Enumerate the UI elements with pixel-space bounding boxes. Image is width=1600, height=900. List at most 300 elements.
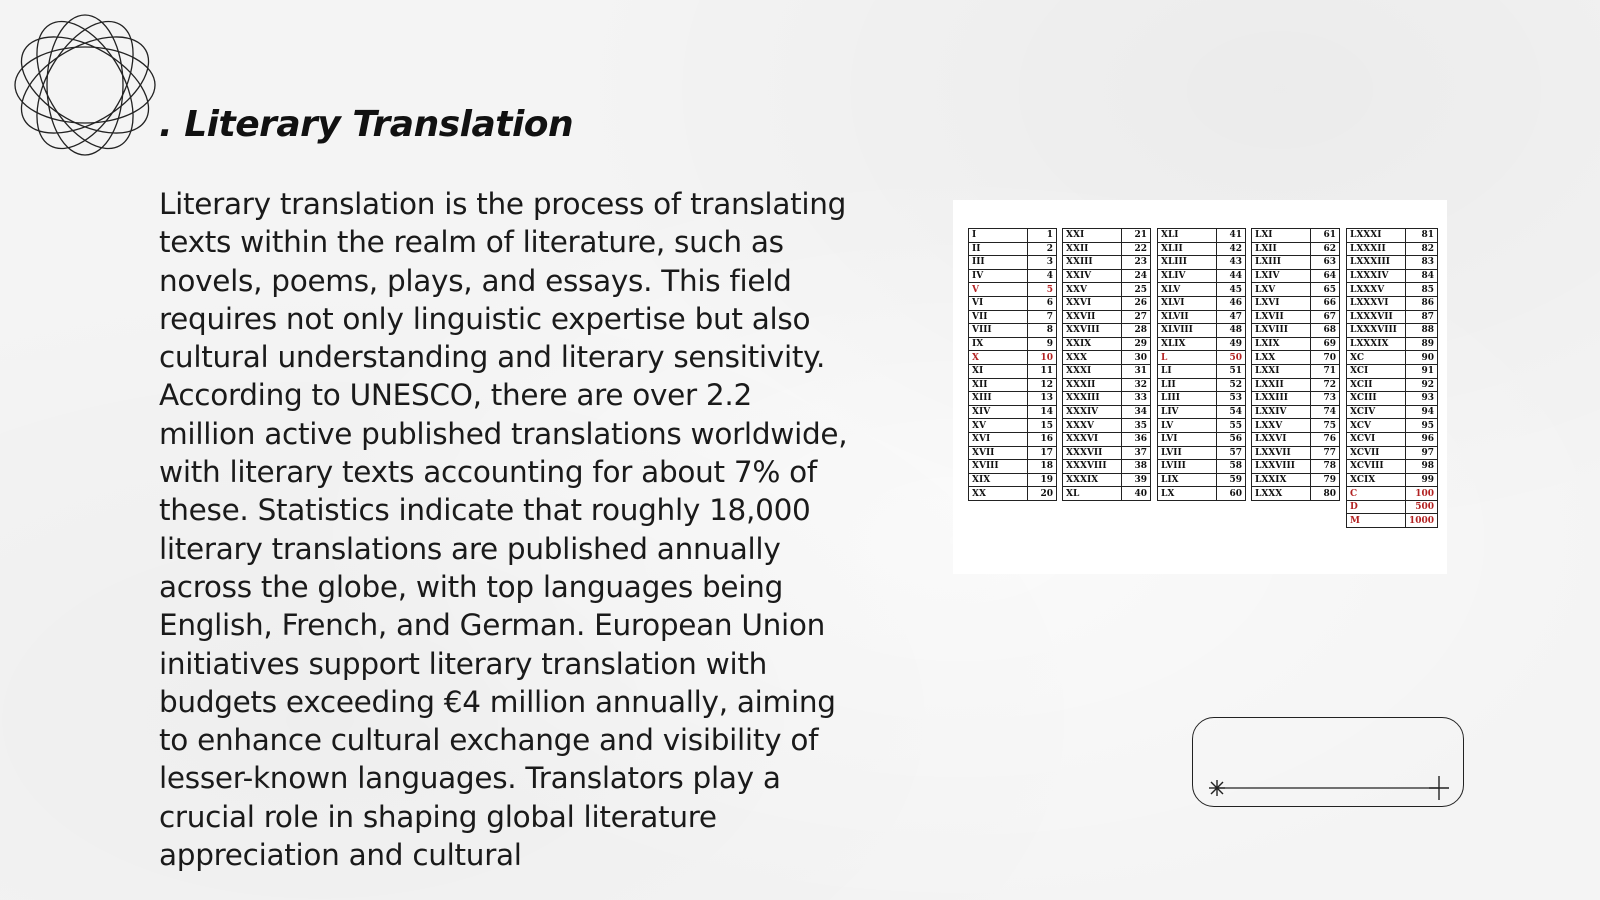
arabic-number-cell: 67 <box>1311 310 1340 324</box>
arabic-number-cell: 100 <box>1406 487 1438 501</box>
table-row <box>1158 392 1246 406</box>
roman-numeral-cell: LXIV <box>1252 269 1311 283</box>
arabic-number-cell: 18 <box>1028 460 1057 474</box>
arabic-number-cell: 58 <box>1217 460 1246 474</box>
table-row <box>1347 337 1438 351</box>
table-row <box>969 364 1057 378</box>
arabic-number-cell: 30 <box>1122 351 1151 365</box>
table-row <box>1158 283 1246 297</box>
arabic-number-cell: 85 <box>1406 283 1438 297</box>
table-row <box>1063 351 1151 365</box>
arabic-number-cell: 23 <box>1122 256 1151 270</box>
roman-numeral-cell: XIX <box>969 473 1028 487</box>
table-row <box>1158 256 1246 270</box>
table-row <box>1347 487 1438 501</box>
orbital-rings-icon <box>10 10 160 160</box>
roman-numeral-cell: VI <box>969 296 1028 310</box>
arabic-number-cell: 7 <box>1028 310 1057 324</box>
roman-numeral-cell: XVI <box>969 432 1028 446</box>
table-row <box>1347 500 1438 514</box>
table-row <box>969 324 1057 338</box>
arabic-number-cell: 71 <box>1311 364 1340 378</box>
table-row <box>1158 324 1246 338</box>
roman-numeral-cell: C <box>1347 487 1406 501</box>
table-row <box>1252 392 1340 406</box>
table-row <box>1158 242 1246 256</box>
table-row <box>969 256 1057 270</box>
table-row <box>1252 256 1340 270</box>
roman-numeral-cell: LXXXII <box>1347 242 1406 256</box>
roman-numeral-cell: XCVII <box>1347 446 1406 460</box>
roman-numeral-cell: LXIX <box>1252 337 1311 351</box>
roman-numeral-cell: XIV <box>969 405 1028 419</box>
table-row <box>969 310 1057 324</box>
arabic-number-cell: 40 <box>1122 487 1151 501</box>
arabic-number-cell: 78 <box>1311 460 1340 474</box>
table-row <box>1347 460 1438 474</box>
roman-numeral-cell: XXXV <box>1063 419 1122 433</box>
roman-numeral-cell: IV <box>969 269 1028 283</box>
roman-numeral-cell: III <box>969 256 1028 270</box>
roman-numeral-cell: LXXX <box>1252 487 1311 501</box>
roman-numeral-cell: XLI <box>1158 229 1217 243</box>
decorative-pill-frame <box>1192 717 1464 807</box>
table-row <box>1252 460 1340 474</box>
roman-numeral-cell: XCI <box>1347 364 1406 378</box>
roman-numeral-cell: XXXVII <box>1063 446 1122 460</box>
arabic-number-cell: 33 <box>1122 392 1151 406</box>
roman-numeral-cell: XLVIII <box>1158 324 1217 338</box>
arabic-number-cell: 80 <box>1311 487 1340 501</box>
roman-numeral-cell: XCVIII <box>1347 460 1406 474</box>
arabic-number-cell: 38 <box>1122 460 1151 474</box>
arabic-number-cell: 90 <box>1406 351 1438 365</box>
roman-numeral-cell: LXXXV <box>1347 283 1406 297</box>
table-row <box>1252 446 1340 460</box>
arabic-number-cell: 2 <box>1028 242 1057 256</box>
table-row <box>1158 487 1246 501</box>
table-row <box>1063 473 1151 487</box>
table-row <box>969 487 1057 501</box>
roman-numeral-cell: VII <box>969 310 1028 324</box>
roman-numeral-cell: XIII <box>969 392 1028 406</box>
arabic-number-cell: 75 <box>1311 419 1340 433</box>
roman-numeral-cell: XLIV <box>1158 269 1217 283</box>
table-row <box>1347 351 1438 365</box>
roman-numeral-cell: XXI <box>1063 229 1122 243</box>
body-paragraph: Literary translation is the process of translating texts within the realm of literature, such as novels, poems, plays, and essays. This field requires not only linguistic expertise but also cultural understanding and literary sensitivity. According to UNESCO, there are over 2.2 million active published translations worldwide, with literary texts accounting for about 7% of these. Statistics indicate that roughly 18,000 literary translations are published annually across the globe, with top languages being English, French, and German. European Union initiatives support literary translation with budgets exceeding €4 million annually, aiming to enhance cultural exchange and visibility of lesser-known languages. Translators play a crucial role in shaping global literature appreciation and cultural <box>159 187 848 873</box>
table-row <box>1347 405 1438 419</box>
arabic-number-cell: 1 <box>1028 229 1057 243</box>
arabic-number-cell: 66 <box>1311 296 1340 310</box>
arabic-number-cell: 91 <box>1406 364 1438 378</box>
arabic-number-cell: 21 <box>1122 229 1151 243</box>
arabic-number-cell: 47 <box>1217 310 1246 324</box>
table-row <box>1252 351 1340 365</box>
slide-title: . Literary Translation <box>159 104 574 145</box>
table-row <box>1252 432 1340 446</box>
roman-numeral-cell: XCII <box>1347 378 1406 392</box>
roman-numeral-cell: LVIII <box>1158 460 1217 474</box>
table-row <box>969 473 1057 487</box>
roman-numeral-cell: LVII <box>1158 446 1217 460</box>
roman-numeral-cell: XLIX <box>1158 337 1217 351</box>
roman-numeral-cell: XCV <box>1347 419 1406 433</box>
roman-numeral-cell: XLVI <box>1158 296 1217 310</box>
roman-numeral-cell: LIX <box>1158 473 1217 487</box>
arabic-number-cell: 19 <box>1028 473 1057 487</box>
table-row <box>1063 256 1151 270</box>
roman-numeral-cell: XII <box>969 378 1028 392</box>
roman-numeral-cell: LXXVIII <box>1252 460 1311 474</box>
roman-numeral-cell: XXII <box>1063 242 1122 256</box>
table-row <box>1158 378 1246 392</box>
arabic-number-cell: 3 <box>1028 256 1057 270</box>
arabic-number-cell: 86 <box>1406 296 1438 310</box>
table-row <box>1158 296 1246 310</box>
arabic-number-cell: 14 <box>1028 405 1057 419</box>
roman-numeral-cell: LXXXVII <box>1347 310 1406 324</box>
arabic-number-cell: 50 <box>1217 351 1246 365</box>
arabic-number-cell: 94 <box>1406 405 1438 419</box>
arabic-number-cell: 52 <box>1217 378 1246 392</box>
arabic-number-cell: 13 <box>1028 392 1057 406</box>
roman-numeral-cell: XLVII <box>1158 310 1217 324</box>
table-row <box>1252 324 1340 338</box>
roman-numeral-cell: XVII <box>969 446 1028 460</box>
roman-numeral-cell: XXVII <box>1063 310 1122 324</box>
table-row <box>1252 473 1340 487</box>
arabic-number-cell: 43 <box>1217 256 1246 270</box>
table-row <box>1063 392 1151 406</box>
arabic-number-cell: 48 <box>1217 324 1246 338</box>
table-row <box>969 229 1057 243</box>
roman-numeral-cell: XLIII <box>1158 256 1217 270</box>
arabic-number-cell: 95 <box>1406 419 1438 433</box>
roman-numeral-cell: VIII <box>969 324 1028 338</box>
arabic-number-cell: 42 <box>1217 242 1246 256</box>
table-row <box>1063 487 1151 501</box>
arabic-number-cell: 46 <box>1217 296 1246 310</box>
roman-numeral-cell: V <box>969 283 1028 297</box>
roman-numeral-cell: L <box>1158 351 1217 365</box>
table-row <box>1063 269 1151 283</box>
arabic-number-cell: 1000 <box>1406 514 1438 528</box>
arabic-number-cell: 27 <box>1122 310 1151 324</box>
table-row <box>1063 310 1151 324</box>
arabic-number-cell: 35 <box>1122 419 1151 433</box>
table-row <box>1063 446 1151 460</box>
arabic-number-cell: 69 <box>1311 337 1340 351</box>
arabic-number-cell: 22 <box>1122 242 1151 256</box>
roman-numeral-cell: LXVIII <box>1252 324 1311 338</box>
table-row <box>1063 324 1151 338</box>
table-row <box>1252 229 1340 243</box>
arabic-number-cell: 84 <box>1406 269 1438 283</box>
arabic-number-cell: 62 <box>1311 242 1340 256</box>
roman-numeral-cell: XXIII <box>1063 256 1122 270</box>
arabic-number-cell: 55 <box>1217 419 1246 433</box>
arabic-number-cell: 89 <box>1406 337 1438 351</box>
roman-column-4 <box>1251 228 1340 501</box>
roman-numeral-cell: LXXXIV <box>1347 269 1406 283</box>
arabic-number-cell: 77 <box>1311 446 1340 460</box>
arabic-number-cell: 26 <box>1122 296 1151 310</box>
arabic-number-cell: 56 <box>1217 432 1246 446</box>
arabic-number-cell: 34 <box>1122 405 1151 419</box>
roman-numeral-cell: XXIX <box>1063 337 1122 351</box>
roman-numeral-table-image <box>953 200 1447 574</box>
roman-numeral-cell: LXXXI <box>1347 229 1406 243</box>
arabic-number-cell: 92 <box>1406 378 1438 392</box>
arabic-number-cell: 31 <box>1122 364 1151 378</box>
table-row <box>1063 364 1151 378</box>
table-row <box>1158 473 1246 487</box>
roman-numeral-cell: LXII <box>1252 242 1311 256</box>
arabic-number-cell: 9 <box>1028 337 1057 351</box>
roman-numeral-cell: M <box>1347 514 1406 528</box>
table-row <box>1347 419 1438 433</box>
arabic-number-cell: 99 <box>1406 473 1438 487</box>
arabic-number-cell: 93 <box>1406 392 1438 406</box>
roman-column-5 <box>1346 228 1438 528</box>
table-row <box>1252 419 1340 433</box>
roman-numeral-cell: I <box>969 229 1028 243</box>
roman-numeral-cell: XCIX <box>1347 473 1406 487</box>
table-row <box>969 337 1057 351</box>
arabic-number-cell: 37 <box>1122 446 1151 460</box>
roman-numeral-cell: LXIII <box>1252 256 1311 270</box>
roman-numeral-cell: LVI <box>1158 432 1217 446</box>
roman-numeral-cell: XXV <box>1063 283 1122 297</box>
table-row <box>1063 229 1151 243</box>
table-row <box>1347 324 1438 338</box>
roman-numeral-cell: XXIV <box>1063 269 1122 283</box>
arabic-number-cell: 10 <box>1028 351 1057 365</box>
roman-numeral-cell: XXXII <box>1063 378 1122 392</box>
arabic-number-cell: 36 <box>1122 432 1151 446</box>
table-row <box>969 405 1057 419</box>
roman-numeral-cell: X <box>969 351 1028 365</box>
arabic-number-cell: 25 <box>1122 283 1151 297</box>
roman-numeral-cell: XLV <box>1158 283 1217 297</box>
arabic-number-cell: 17 <box>1028 446 1057 460</box>
roman-numeral-cell: LXXXVIII <box>1347 324 1406 338</box>
arabic-number-cell: 68 <box>1311 324 1340 338</box>
roman-numeral-cell: XX <box>969 487 1028 501</box>
arabic-number-cell: 76 <box>1311 432 1340 446</box>
table-row <box>1252 296 1340 310</box>
table-row <box>1252 283 1340 297</box>
arabic-number-cell: 28 <box>1122 324 1151 338</box>
roman-numeral-cell: LXVII <box>1252 310 1311 324</box>
arabic-number-cell: 61 <box>1311 229 1340 243</box>
table-row <box>1158 364 1246 378</box>
table-row <box>969 446 1057 460</box>
arabic-number-cell: 97 <box>1406 446 1438 460</box>
arabic-number-cell: 81 <box>1406 229 1438 243</box>
table-row <box>1252 364 1340 378</box>
arabic-number-cell: 53 <box>1217 392 1246 406</box>
roman-numeral-cell: LV <box>1158 419 1217 433</box>
arabic-number-cell: 70 <box>1311 351 1340 365</box>
arabic-number-cell: 87 <box>1406 310 1438 324</box>
arabic-number-cell: 51 <box>1217 364 1246 378</box>
roman-numeral-cell: LII <box>1158 378 1217 392</box>
roman-numeral-cell: LXXV <box>1252 419 1311 433</box>
arabic-number-cell: 63 <box>1311 256 1340 270</box>
roman-numeral-cell: D <box>1347 500 1406 514</box>
table-row <box>1158 351 1246 365</box>
roman-numeral-cell: LXXXVI <box>1347 296 1406 310</box>
arabic-number-cell: 59 <box>1217 473 1246 487</box>
table-row <box>969 283 1057 297</box>
roman-numeral-cell: XL <box>1063 487 1122 501</box>
roman-numeral-cell: XXXVI <box>1063 432 1122 446</box>
table-row <box>1063 337 1151 351</box>
table-row <box>1252 310 1340 324</box>
arabic-number-cell: 96 <box>1406 432 1438 446</box>
roman-numeral-cell: LIII <box>1158 392 1217 406</box>
arabic-number-cell: 16 <box>1028 432 1057 446</box>
roman-numeral-cell: LXXII <box>1252 378 1311 392</box>
table-row <box>1347 296 1438 310</box>
table-row <box>1063 296 1151 310</box>
roman-numeral-cell: XXXIX <box>1063 473 1122 487</box>
table-row <box>1347 229 1438 243</box>
arabic-number-cell: 500 <box>1406 500 1438 514</box>
roman-numeral-cell: XXXIII <box>1063 392 1122 406</box>
arabic-number-cell: 12 <box>1028 378 1057 392</box>
arabic-number-cell: 98 <box>1406 460 1438 474</box>
arabic-number-cell: 73 <box>1311 392 1340 406</box>
roman-numeral-cell: XCIII <box>1347 392 1406 406</box>
table-row <box>1158 460 1246 474</box>
roman-numeral-cell: XI <box>969 364 1028 378</box>
table-row <box>1252 269 1340 283</box>
roman-numeral-cell: LXX <box>1252 351 1311 365</box>
roman-column-3 <box>1157 228 1246 501</box>
arabic-number-cell: 60 <box>1217 487 1246 501</box>
roman-numeral-cell: LXXVII <box>1252 446 1311 460</box>
table-row <box>969 351 1057 365</box>
roman-numeral-cell: XXXVIII <box>1063 460 1122 474</box>
arabic-number-cell: 88 <box>1406 324 1438 338</box>
roman-numeral-cell: XXX <box>1063 351 1122 365</box>
roman-numeral-cell: LXXIII <box>1252 392 1311 406</box>
arabic-number-cell: 15 <box>1028 419 1057 433</box>
table-row <box>1063 432 1151 446</box>
arabic-number-cell: 49 <box>1217 337 1246 351</box>
table-row <box>1158 310 1246 324</box>
table-row <box>969 242 1057 256</box>
table-row <box>1158 446 1246 460</box>
table-row <box>1347 392 1438 406</box>
table-row <box>1347 256 1438 270</box>
table-row <box>969 269 1057 283</box>
arabic-number-cell: 64 <box>1311 269 1340 283</box>
roman-numeral-cell: LXXXIII <box>1347 256 1406 270</box>
table-row <box>1252 487 1340 501</box>
table-row <box>969 460 1057 474</box>
arabic-number-cell: 39 <box>1122 473 1151 487</box>
roman-numeral-cell: LX <box>1158 487 1217 501</box>
table-row <box>1158 405 1246 419</box>
arabic-number-cell: 24 <box>1122 269 1151 283</box>
arabic-number-cell: 5 <box>1028 283 1057 297</box>
roman-numeral-cell: XVIII <box>969 460 1028 474</box>
roman-numeral-cell: XXXI <box>1063 364 1122 378</box>
table-row <box>1063 405 1151 419</box>
table-row <box>1063 460 1151 474</box>
roman-numeral-cell: XV <box>969 419 1028 433</box>
table-row <box>969 392 1057 406</box>
table-row <box>1347 269 1438 283</box>
table-row <box>969 296 1057 310</box>
roman-numeral-cell: LXXXIX <box>1347 337 1406 351</box>
arabic-number-cell: 41 <box>1217 229 1246 243</box>
table-row <box>1063 419 1151 433</box>
table-row <box>1347 283 1438 297</box>
table-row <box>1063 283 1151 297</box>
table-row <box>1158 432 1246 446</box>
roman-numeral-cell: LXXIX <box>1252 473 1311 487</box>
arabic-number-cell: 65 <box>1311 283 1340 297</box>
arabic-number-cell: 79 <box>1311 473 1340 487</box>
roman-numeral-cell: XCVI <box>1347 432 1406 446</box>
table-row <box>1252 378 1340 392</box>
roman-column-1 <box>968 228 1057 501</box>
table-row <box>969 432 1057 446</box>
table-row <box>1347 364 1438 378</box>
arabic-number-cell: 83 <box>1406 256 1438 270</box>
table-row <box>1347 473 1438 487</box>
roman-numeral-cell: LXXVI <box>1252 432 1311 446</box>
roman-numeral-cell: XC <box>1347 351 1406 365</box>
arabic-number-cell: 57 <box>1217 446 1246 460</box>
arabic-number-cell: 45 <box>1217 283 1246 297</box>
table-row <box>969 419 1057 433</box>
table-row <box>1252 405 1340 419</box>
table-row <box>1347 310 1438 324</box>
arabic-number-cell: 6 <box>1028 296 1057 310</box>
table-row <box>1063 242 1151 256</box>
roman-numeral-cell: XCIV <box>1347 405 1406 419</box>
roman-numeral-cell: LXVI <box>1252 296 1311 310</box>
arabic-number-cell: 8 <box>1028 324 1057 338</box>
table-row <box>1347 378 1438 392</box>
table-row <box>1158 419 1246 433</box>
table-row <box>1158 269 1246 283</box>
roman-numeral-cell: XXVI <box>1063 296 1122 310</box>
arabic-number-cell: 11 <box>1028 364 1057 378</box>
roman-numeral-cell: LXXIV <box>1252 405 1311 419</box>
arabic-number-cell: 4 <box>1028 269 1057 283</box>
arabic-number-cell: 72 <box>1311 378 1340 392</box>
sparkle-line-icon <box>1193 718 1465 808</box>
arabic-number-cell: 54 <box>1217 405 1246 419</box>
table-row <box>1252 337 1340 351</box>
table-row <box>1063 378 1151 392</box>
arabic-number-cell: 29 <box>1122 337 1151 351</box>
table-row <box>1347 514 1438 528</box>
table-row <box>1252 242 1340 256</box>
table-row <box>1347 432 1438 446</box>
arabic-number-cell: 82 <box>1406 242 1438 256</box>
roman-numeral-cell: LI <box>1158 364 1217 378</box>
roman-column-2 <box>1062 228 1151 501</box>
table-row <box>1347 446 1438 460</box>
